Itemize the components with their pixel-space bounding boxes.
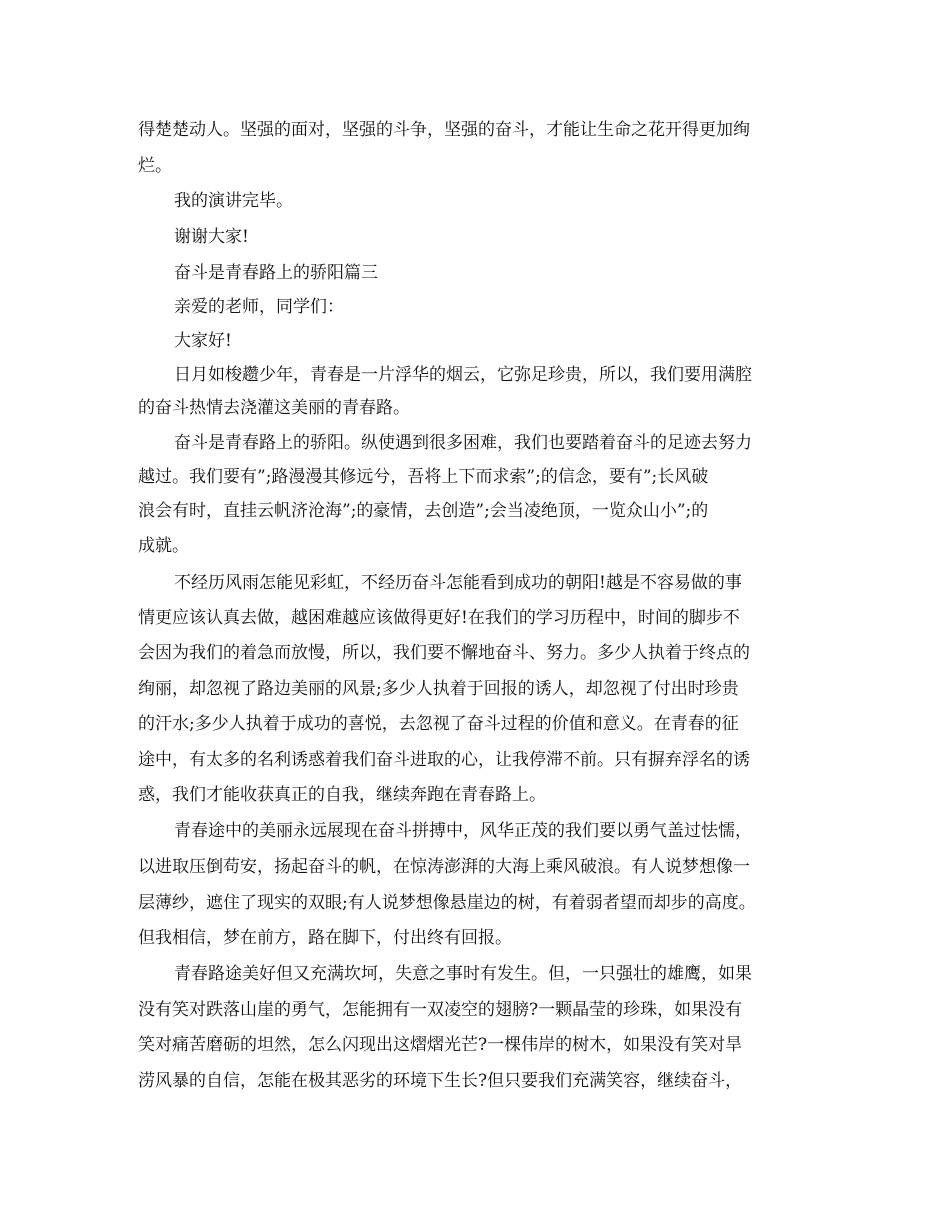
text-line: 情更应该认真去做，越困难越应该做得更好!在我们的学习历程中，时间的脚步不 [138,608,740,628]
paragraph-line: 日月如梭趱少年，青春是一片浮华的烟云，它弥足珍贵，所以，我们要用满腔 [174,365,752,385]
text-line: 惑，我们才能收获真正的自我，继续奔跑在青春路上。 [138,785,546,805]
salutation-line: 亲爱的老师，同学们： [174,297,344,317]
paragraph-line: 青春路途美好但又充满坎坷，失意之事时有发生。但，一只强壮的雄鹰，如果 [174,964,752,984]
text-line: 浪会有时，直挂云帆济沧海”;的豪情，去创造”;会当凌绝顶，一览众山小”;的 [138,501,709,521]
section-heading: 奋斗是青春路上的骄阳篇三 [174,263,378,283]
text-line: 会因为我们的着急而放慢，所以，我们要不懈地奋斗、努力。多少人执着于终点的 [138,643,750,663]
text-line: 没有笑对跌落山崖的勇气，怎能拥有一双凌空的翅膀?一颗晶莹的珍珠，如果没有 [138,1000,743,1020]
text-line: 绚丽，却忽视了路边美丽的风景;多少人执着于回报的诱人，却忽视了付出时珍贵 [138,679,739,699]
text-line: 途中，有太多的名利诱惑着我们奋斗进取的心，让我停滞不前。只有摒弃浮名的诱 [138,750,750,770]
paragraph-line: 奋斗是青春路上的骄阳。纵使遇到很多困难，我们也要踏着奋斗的足迹去努力 [174,433,752,453]
text-line: 得楚楚动人。坚强的面对，坚强的斗争，坚强的奋斗，才能让生命之花开得更加绚 [138,120,750,140]
text-line: 的奋斗热情去浇灌这美丽的青春路。 [138,398,410,418]
text-line: 涝风暴的自信，怎能在极其恶劣的环境下生长?但只要我们充满笑容，继续奋斗， [138,1071,743,1091]
text-line: 笑对痛苦磨砺的坦然，怎么闪现出这熠熠光芒?一棵伟岸的树木，如果没有笑对旱 [138,1035,743,1055]
paragraph-line: 我的演讲完毕。 [174,191,293,211]
text-line: 的汗水;多少人执着于成功的喜悦，去忽视了奋斗过程的价值和意义。在青春的征 [138,714,739,734]
text-line: 但我相信，梦在前方，路在脚下，付出终有回报。 [138,928,512,948]
paragraph-line: 谢谢大家! [174,227,249,247]
greeting-line: 大家好! [174,331,232,351]
text-line: 以进取压倒苟安，扬起奋斗的帆，在惊涛澎湃的大海上乘风破浪。有人说梦想像一 [138,857,750,877]
paragraph-line: 不经历风雨怎能见彩虹，不经历奋斗怎能看到成功的朝阳!越是不容易做的事 [174,573,742,593]
paragraph-line: 青春途中的美丽永远展现在奋斗拼搏中，风华正茂的我们要以勇气盖过怯懦， [174,821,752,841]
text-line: 越过。我们要有”;路漫漫其修远兮，吾将上下而求索”;的信念，要有”;长风破 [138,467,709,487]
text-line: 成就。 [138,536,189,556]
text-line: 烂。 [138,156,172,176]
text-line: 层薄纱，遮住了现实的双眼;有人说梦想像悬崖边的树，有着弱者望而却步的高度。 [138,893,756,913]
